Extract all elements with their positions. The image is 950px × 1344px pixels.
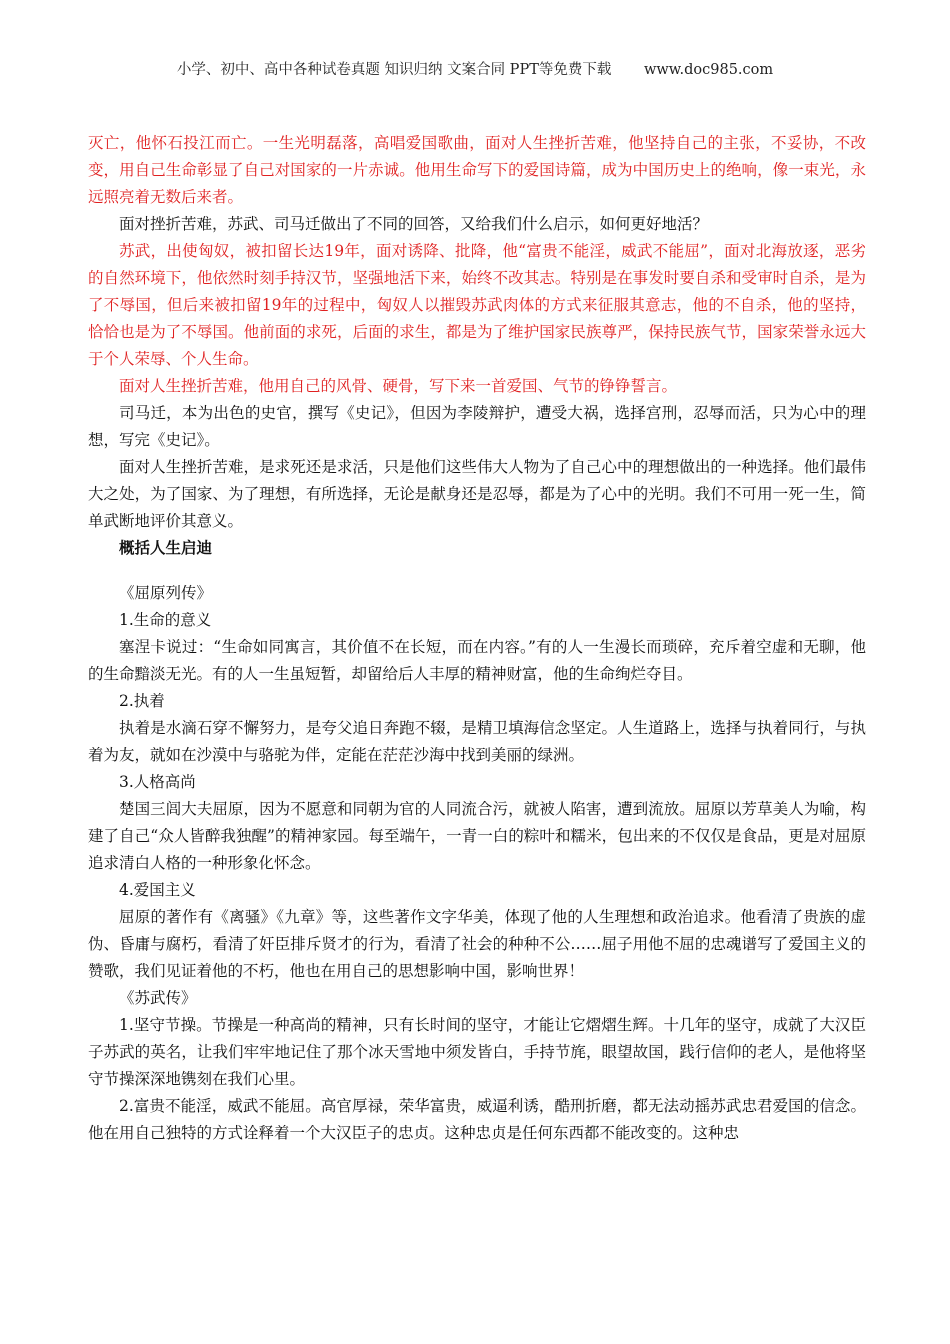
paragraph-integrity: 1.坚守节操。节操是一种高尚的精神，只有长时间的坚守，才能让它熠熠生辉。十几年的坚守，成就了大汉臣子苏武的英名，让我们牢牢地记住了那个冰天雪地中须发皆白，手持节旄，眼望故国，践行信仰的老人，是他将坚守节操深深地镌刻在我们心里。 bbox=[88, 1016, 866, 1088]
paragraph-choice: 面对人生挫折苦难，是求死还是求活，只是他们这些伟大人物为了自己心中的理想做出的一种选择。他们最伟大之处，为了国家、为了理想，有所选择，无论是献身还是忍辱，都是为了心中的光明。我们不可用一死一生，简单武断地评价其意义。 bbox=[88, 458, 866, 530]
document-body bbox=[88, 130, 866, 1147]
paragraph-suwu: 苏武，出使匈奴，被扣留长达19年，面对诱降、批降，他“富贵不能淫，威武不能屈”，面对北海放逐，恶劣的自然环境下，他依然时刻手持汉节，坚强地活下来，始终不改其志。特别是在事发时要自杀和受审时自杀，是为了不辱国，但后来被扣留19年的过程中，匈奴人以摧毁苏武肉体的方式来征服其意志，他的不自杀，他的坚持，恰恰也是为了不辱国。他前面的求死，后面的求生，都是为了维护国家民族尊严，保持民族气节，国家荣誉永远大于个人荣辱、个人生命。 bbox=[88, 242, 866, 368]
header-text: 小学、初中、高中各种试卷真题 知识归纳 文案合同 PPT等免费下载 bbox=[176, 62, 612, 78]
subheading-meaning-of-life: 1.生命的意义 bbox=[119, 611, 212, 629]
paragraph-suwu-summary: 面对人生挫折苦难，他用自己的风骨、硬骨，写下来一首爱国、气节的铮铮誓言。 bbox=[119, 377, 678, 395]
paragraph-simaqian: 司马迁，本为出色的史官，撰写《史记》，但因为李陵辩护，遭受大祸，选择宫刑，忍辱而活，只为心中的理想，写完《史记》。 bbox=[88, 404, 866, 449]
paragraph-meaning-of-life: 塞涅卡说过：“生命如同寓言，其价值不在长短，而在内容。”有的人一生漫长而琐碎，充斥着空虚和无聊，他的生命黯淡无光。有的人一生虽短暂，却留给后人丰厚的精神财富，他的生命绚烂夺目。 bbox=[88, 638, 866, 683]
book-title-quyuan: 《屈原列传》 bbox=[119, 584, 213, 602]
subheading-patriotism: 4.爱国主义 bbox=[119, 881, 196, 899]
book-title-suwu: 《苏武传》 bbox=[119, 989, 197, 1007]
section-heading: 概括人生启迪 bbox=[119, 539, 213, 557]
subheading-noble-character: 3.人格高尚 bbox=[119, 773, 196, 791]
paragraph-patriotism: 屈原的著作有《离骚》《九章》等，这些著作文字华美，体现了他的人生理想和政治追求。他看清了贵族的虚伪、昏庸与腐朽，看清了奸臣排斥贤才的行为，看清了社会的种种不公……屈子用他不屈的忠魂谱写了爱国主义的赞歌，我们见证着他的不朽，他也在用自己的思想影响中国，影响世界！ bbox=[88, 908, 866, 980]
page-header bbox=[0, 58, 950, 79]
paragraph-question: 面对挫折苦难，苏武、司马迁做出了不同的回答，又给我们什么启示，如何更好地活？ bbox=[119, 215, 709, 233]
paragraph-loyalty: 2.富贵不能淫，威武不能屈。高官厚禄，荣华富贵，威逼利诱，酷刑折磨，都无法动摇苏武忠君爱国的信念。他在用自己独特的方式诠释着一个大汉臣子的忠贞。这种忠贞是任何东西都不能改变的。这种忠 bbox=[88, 1097, 866, 1142]
paragraph-noble-character: 楚国三闾大夫屈原，因为不愿意和同朝为官的人同流合污，就被人陷害，遭到流放。屈原以芳草美人为喻，构建了自己“众人皆醉我独醒”的精神家园。每至端午，一青一白的粽叶和糯米，包出来的不仅仅是食品，更是对屈原追求清白人格的一种形象化怀念。 bbox=[88, 800, 866, 872]
paragraph-quyuan-conclusion: 灭亡，他怀石投江而亡。一生光明磊落，高唱爱国歌曲，面对人生挫折苦难，他坚持自己的主张，不妥协，不改变，用自己生命彰显了自己对国家的一片赤诚。他用生命写下的爱国诗篇，成为中国历史上的绝响，像一束光，永远照亮着无数后来者。 bbox=[88, 134, 866, 206]
header-site-link[interactable]: www.doc985.com bbox=[643, 62, 774, 78]
subheading-persistence: 2.执着 bbox=[119, 692, 165, 710]
paragraph-persistence: 执着是水滴石穿不懈努力，是夸父追日奔跑不辍，是精卫填海信念坚定。人生道路上，选择与执着同行，与执着为友，就如在沙漠中与骆驼为伴，定能在茫茫沙海中找到美丽的绿洲。 bbox=[88, 719, 866, 764]
